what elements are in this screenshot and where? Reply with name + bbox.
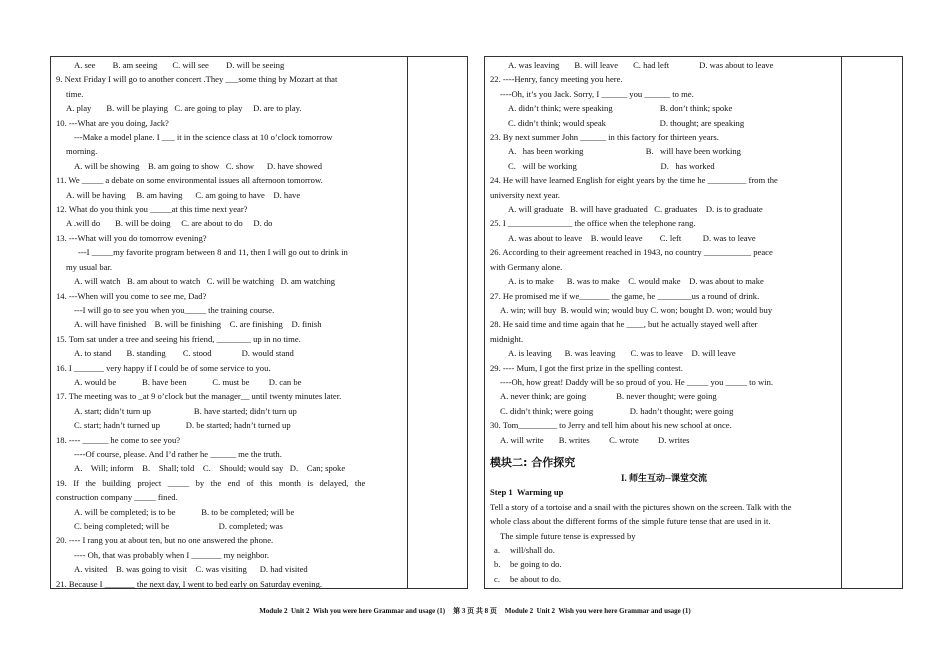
text-line: 21. Because I _______ the next day, I went to bed early on Saturday evening.	[56, 578, 323, 589]
footer-left-title: Module 2 Unit 2 Wish you were here Grammar and usage (1)	[259, 607, 446, 615]
left-question-list	[56, 58, 404, 589]
right-question-list	[490, 58, 838, 447]
step-label: Step 1 Warming up	[490, 487, 564, 498]
text-line: 18. ---- ______ he come to see you?	[56, 434, 181, 445]
module-paragraph-1: Tell a story of a tortoise and a snail with the pictures shown on the screen. Talk with the	[490, 501, 792, 512]
text-line: 10. ---What are you doing, Jack?	[56, 117, 169, 128]
text-line: A. will be showing B. am going to show C. show D. have showed	[74, 160, 323, 171]
text-line: 26. According to their agreement reached in 1943, no country ___________ peace	[490, 247, 773, 258]
text-line: 24. He will have learned English for eight years by the time he _________ from the	[490, 175, 778, 186]
list-item	[490, 557, 838, 571]
text-line: 19. If the building project _____ by the end of this month is delayed, the	[56, 477, 366, 488]
text-line: ----Oh, it’s you Jack. Sorry, I ______ you ______ to me.	[500, 88, 694, 99]
text-line: A. was about to leave B. would leave C. left D. was to leave	[508, 232, 756, 243]
right-margin-divider	[841, 57, 842, 588]
module-paragraph-2: whole class about the different forms of the simple future tense that are used in it.	[490, 516, 771, 527]
text-line: university next year.	[490, 189, 560, 200]
page-footer	[0, 606, 950, 616]
text-line: A. play B. will be playing C. are going to play D. are to play.	[66, 103, 302, 114]
text-line: C. being completed; will be D. completed; was	[74, 521, 283, 531]
text-line: A. see B. am seeing C. will see D. will be seeing	[74, 60, 285, 70]
right-page-panel	[484, 56, 903, 589]
text-line: with Germany alone.	[490, 261, 563, 272]
footer-page-number: 第 3 页 共 8 页	[453, 607, 497, 615]
text-line: ---- Oh, that was probably when I _______ my neighbor.	[74, 549, 269, 560]
text-line: A. will be having B. am having C. am going to have D. have	[66, 189, 301, 200]
text-line: A. will write B. writes C. wrote D. writes	[500, 434, 690, 445]
text-line: construction company _____ fined.	[56, 492, 178, 503]
list-item-text: be about to do.	[510, 573, 562, 584]
text-line: midnight.	[490, 333, 524, 344]
text-line: A. will have finished B. will be finishing C. are finishing D. finish	[74, 319, 322, 330]
text-line: ---I will go to see you when you_____ the training course.	[74, 304, 275, 315]
text-line: A. visited B. was going to visit C. was visiting D. had visited	[74, 564, 308, 575]
tense-form-list	[490, 543, 838, 586]
list-item-text: will/shall do.	[510, 545, 555, 555]
text-line: 15. Tom sat under a tree and seeing his friend, ________ up in no time.	[56, 333, 301, 344]
text-line: A. win; will buy B. would win; would buy C. won; bought D. won; would buy	[500, 304, 773, 315]
module-subheading: I. 师生互动--课堂交流	[621, 472, 707, 483]
text-line: 14. ---When will you come to see me, Dad?	[56, 290, 207, 301]
text-line: A. Will; inform B. Shall; told C. Should; would say D. Can; spoke	[74, 463, 346, 474]
text-line: A. was leaving B. will leave C. had left D. was about to leave	[508, 60, 774, 70]
list-item-text: be going to do.	[510, 559, 562, 570]
text-line: A. will graduate B. will have graduated C. graduates D. is to graduate	[508, 204, 763, 215]
text-line: 28. He said time and time again that he ____, but he actually stayed well after	[490, 319, 758, 330]
module-paragraph-3: The simple future tense is expressed by	[500, 530, 636, 541]
text-line: A. start; didn’t turn up B. have started; didn’t turn up	[74, 405, 297, 416]
text-line: 12. What do you think you _____at this time next year?	[56, 204, 248, 215]
text-line: 22. ----Henry, fancy meeting you here.	[490, 74, 623, 85]
text-line: C. didn’t think; were going D. hadn’t thought; were going	[500, 405, 734, 416]
module-heading: 模块二: 合作探究	[490, 455, 576, 469]
text-line: 30. Tom_________ to Jerry and tell him about his new school at once.	[490, 420, 732, 431]
text-line: A. is leaving B. was leaving C. was to leave D. will leave	[508, 348, 736, 359]
text-line: C. didn’t think; would speak D. thought; are speaking	[508, 117, 745, 128]
text-line: 13. ---What will you do tomorrow evening?	[56, 232, 207, 243]
left-page-panel	[50, 56, 468, 589]
text-line: ---I _____my favorite program between 8 and 11, then I will go out to drink in	[78, 247, 348, 258]
list-item-letter: c.	[494, 573, 500, 584]
text-line: 11. We _____ a debate on some environmental issues all afternoon tomorrow.	[56, 175, 323, 186]
text-line: A. is to make B. was to make C. would make D. was about to make	[508, 276, 764, 287]
list-item-letter: b.	[494, 559, 501, 570]
text-line: A. would be B. have been C. must be D. can be	[74, 376, 302, 387]
list-item	[490, 543, 838, 557]
text-line: A. has been working B. will have been working	[508, 146, 741, 157]
text-line: A. never think; are going B. never thought; were going	[500, 391, 717, 402]
text-line: A. will watch B. am about to watch C. will be watching D. am watching	[74, 276, 336, 287]
text-line: A. to stand B. standing C. stood D. would stand	[74, 348, 294, 359]
right-content	[490, 58, 838, 586]
text-line: morning.	[66, 146, 98, 157]
text-line: A .will do B. will be doing C. are about to do D. do	[66, 218, 273, 229]
text-line: ----Oh, how great! Daddy will be so proud of you. He _____ you _____ to win.	[500, 376, 774, 387]
text-line: ---Make a model plane. I ___ it in the science class at 10 o’clock tomorrow	[74, 132, 333, 143]
text-line: A. will be completed; is to be B. to be completed; will be	[74, 506, 295, 517]
text-line: C. start; hadn’t turned up D. be started; hadn’t turned up	[74, 420, 291, 431]
text-line: time.	[66, 88, 84, 99]
text-line: 17. The meeting was to _at 9 o’clock but the manager__ until twenty minutes later.	[56, 391, 342, 402]
text-line: 29. ---- Mum, I got the first prize in the spelling contest.	[490, 362, 683, 373]
text-line: ----Of course, please. And I’d rather he ______ me the truth.	[74, 448, 282, 459]
left-margin-divider	[407, 57, 408, 588]
list-item-letter: a.	[494, 545, 500, 555]
text-line: 20. ---- I rang you at about ten, but no one answered the phone.	[56, 535, 274, 546]
text-line: my usual bar.	[66, 261, 113, 272]
text-line: 25. I _______________ the office when the telephone rang.	[490, 218, 696, 229]
text-line: 16. I _______ very happy if I could be of some service to you.	[56, 362, 271, 373]
text-line: 27. He promised me if we_______ the game, he ________us a round of drink.	[490, 290, 760, 301]
text-line: 23. By next summer John ______ in this factory for thirteen years.	[490, 132, 719, 143]
list-item	[490, 572, 838, 586]
text-line: 9. Next Friday I will go to another concert .They ___some thing by Mozart at that	[56, 74, 338, 85]
text-line: C. will be working D. has worked	[508, 160, 715, 171]
footer-right-title: Module 2 Unit 2 Wish you were here Grammar and usage (1)	[504, 607, 691, 615]
text-line: A. didn’t think; were speaking B. don’t think; spoke	[508, 103, 733, 114]
